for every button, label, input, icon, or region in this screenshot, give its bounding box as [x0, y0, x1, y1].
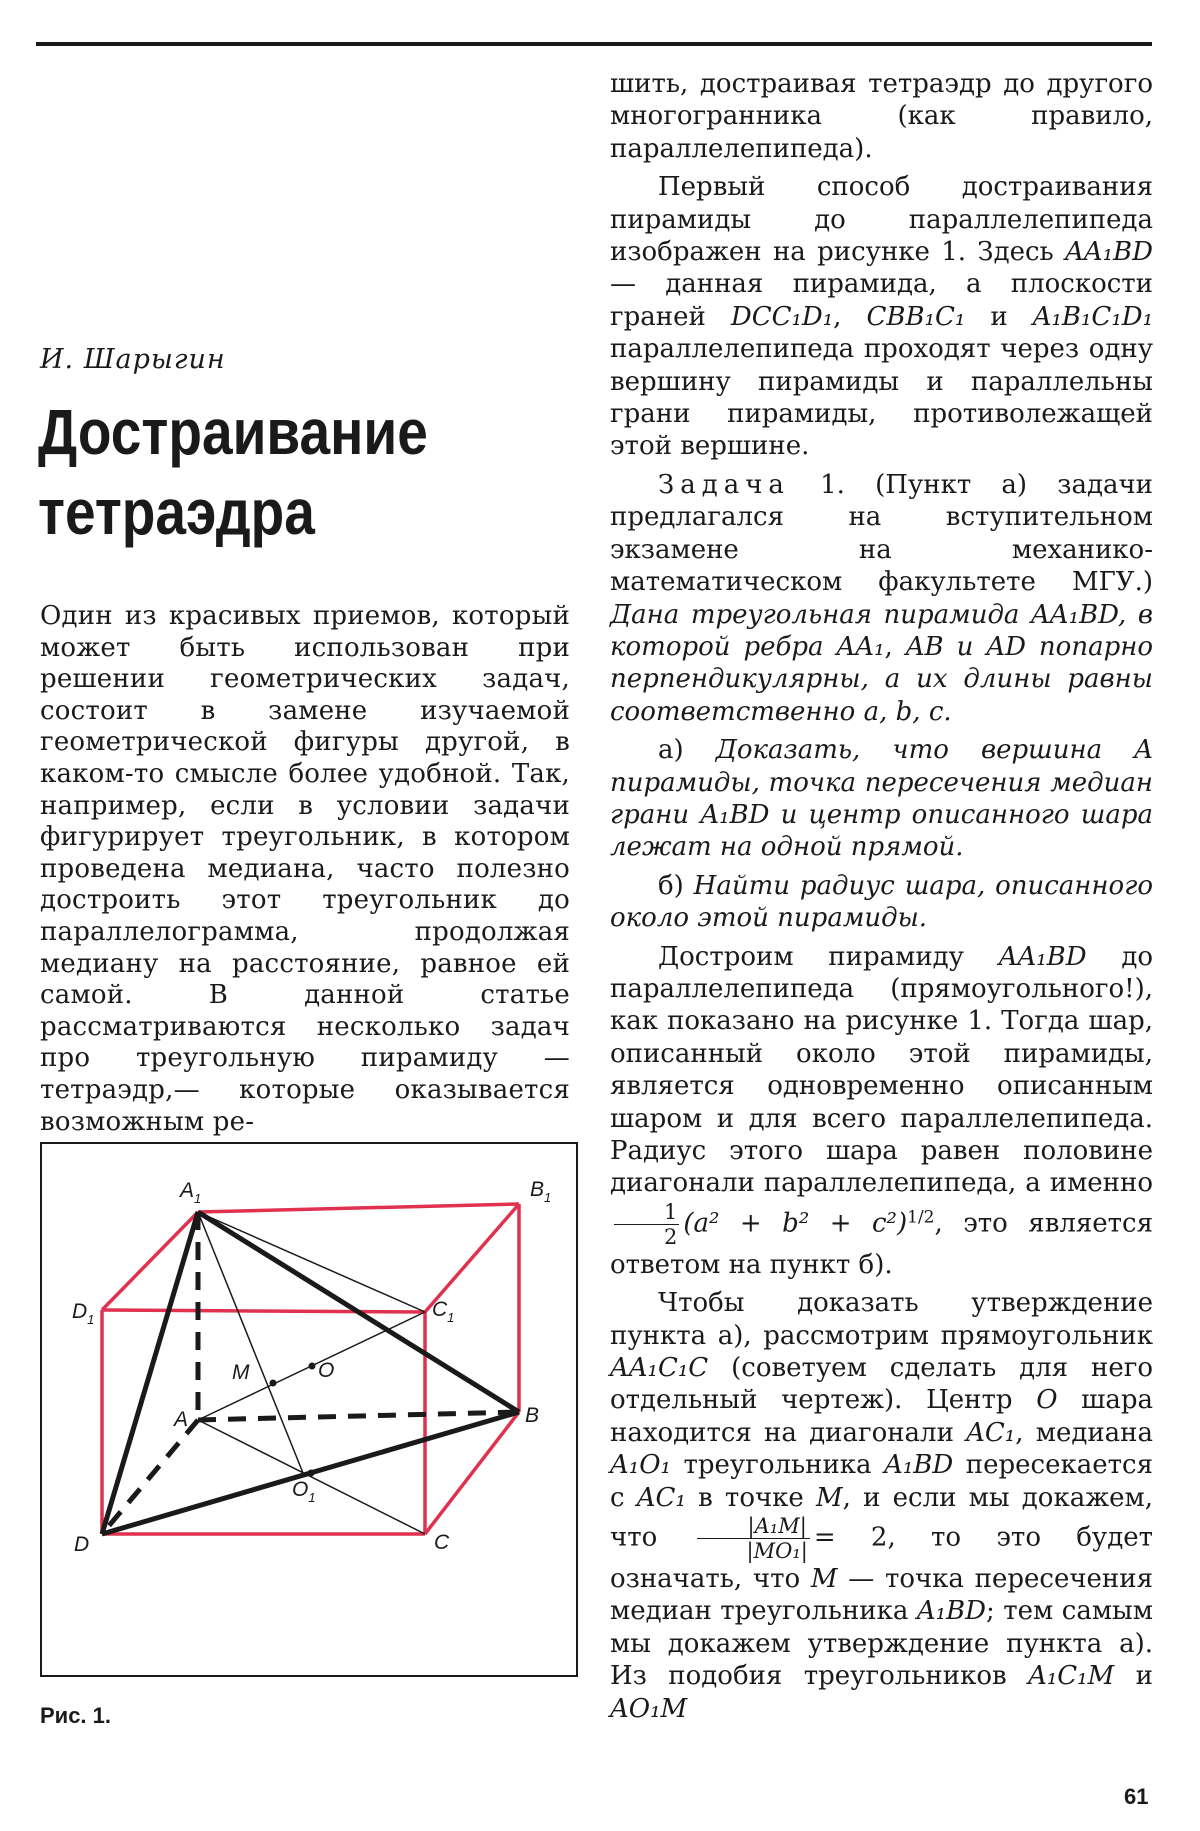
label-A: A: [174, 1408, 189, 1431]
title-line-1: Достраивание: [38, 396, 428, 468]
figure-1: [40, 1142, 578, 1677]
page-number: 61: [1124, 1784, 1149, 1809]
title-line-2: тетраэдра: [38, 476, 315, 548]
label-M: M: [232, 1361, 250, 1384]
label-B1: $B_1$: [530, 1178, 552, 1205]
paragraph-continuation: шить, достраивая тетраэдр до другого многогранника (как правило, параллелепипеда).: [610, 69, 1153, 164]
figure-caption: Рис. 1.: [40, 1703, 112, 1728]
thick-edges: [102, 1212, 519, 1534]
problem-1-part-b: б) Найти радиус шара, описанного около этой пирамиды.: [610, 870, 1153, 934]
fraction-half: $\frac{1}{2}$: [614, 1200, 679, 1249]
radius-expression: (a² + b² + c²): [683, 1208, 908, 1239]
edge-A1B1: [198, 1204, 519, 1212]
fraction-ratio: $\frac{\text{|A₁M|}}{\text{|MO₁|}}$: [697, 1514, 810, 1563]
point-O: [309, 1363, 316, 1370]
label-D1: $D_1$: [72, 1300, 95, 1327]
label-C1: $C_1$: [432, 1298, 455, 1325]
line-AC: [198, 1420, 425, 1534]
label-C: C: [434, 1531, 450, 1554]
edge-D1C1: [102, 1310, 425, 1312]
edge-B1C1: [425, 1204, 519, 1312]
point-M: [270, 1380, 277, 1387]
problem-1-part-a: а) Доказать, что вершина A пирамиды, точка пересечения медиан грани A₁BD и центр описанного шара лежат на одной прямой.: [610, 735, 1154, 863]
label-O: O: [318, 1359, 335, 1382]
top-rule: [36, 42, 1152, 46]
paragraph-solution-a: Чтобы доказать утверждение пункта а), рассмотрим прямоугольник AA₁C₁C (советуем сделать для него отдельный чертеж). Центр O шара находится на диагонали AC₁, медиана A₁O₁ треугольника A₁BD пересекается с AC₁ в точке M, и если мы докажем, что $\frac{\text{|A₁M|}}{\text{|MO₁|}}$ = 2, то это будет означать, что M — точка пересечения медиан треугольника A₁BD; тем самым мы докажем утверждение пункта а). Из подобия треугольников A₁C₁M и AO₁M: [610, 1288, 1154, 1724]
label-A1: $A_1$: [180, 1179, 202, 1206]
author-name: И. Шарыгин: [40, 344, 226, 375]
problem-1: Задача 1. (Пункт а) задачи предлагался на вступительном экзамене на механико-математическом факультете МГУ.) Дана треугольная пирамида AA₁BD, в которой ребра AA₁, AB и AD попарно перпендикулярны, а их длины равны соответственно a, b, c.: [610, 469, 1153, 727]
edge-CB: [425, 1412, 519, 1534]
radius-exponent: 1/2: [907, 1207, 935, 1228]
label-D: D: [74, 1533, 90, 1556]
tetrahedron-diagram: [42, 1144, 580, 1679]
label-O1: $O_1$: [292, 1478, 316, 1505]
article-title: [38, 392, 428, 552]
paragraph-first-method: Первый способ достраивания пирамиды до параллелепипеда изображен на рисунке 1. Здесь AA₁BD — данная пирамида, а плоскости граней DCC₁D₁, CBB₁C₁ и A₁B₁C₁D₁ параллелепипеда проходят через одну вершину пирамиды и параллельны грани пирамиды, противолежащей этой вершине.: [610, 172, 1154, 462]
intro-paragraph: Один из красивых приемов, который может быть использован при решении геометрических задач, состоит в замене изучаемой геометрической фигуры другой, в каком-то смысле более удобной. Так, например, если в условии задачи фигурирует треугольник, в котором проведена медиана, часто полезно достроить этот треугольник до параллелограмма, продолжая медиану на расстояние, равное ей самой. В данной статье рассматриваются несколько задач про треугольную пирамиду — тетраэдр,— которые оказывается возможным ре-: [40, 601, 570, 1137]
point-O1: [308, 1470, 315, 1477]
label-B: B: [525, 1404, 540, 1427]
right-column: [610, 68, 1153, 1731]
paragraph-solution-b: Достроим пирамиду AA₁BD до параллелепипеда (прямоугольного!), как показано на рисунке 1. Тогда шар, описанный около этой пирамиды, является одновременно описанным шаром и для всего параллелепипеда. Радиус этого шара равен половине диагонали параллелепипеда, а именно $\frac{1}{2}$ $(a^2 + b^2 + c^2)^{1/2}$, это является ответом на пункт б).: [610, 941, 1153, 1280]
edge-AB: [198, 1412, 519, 1420]
